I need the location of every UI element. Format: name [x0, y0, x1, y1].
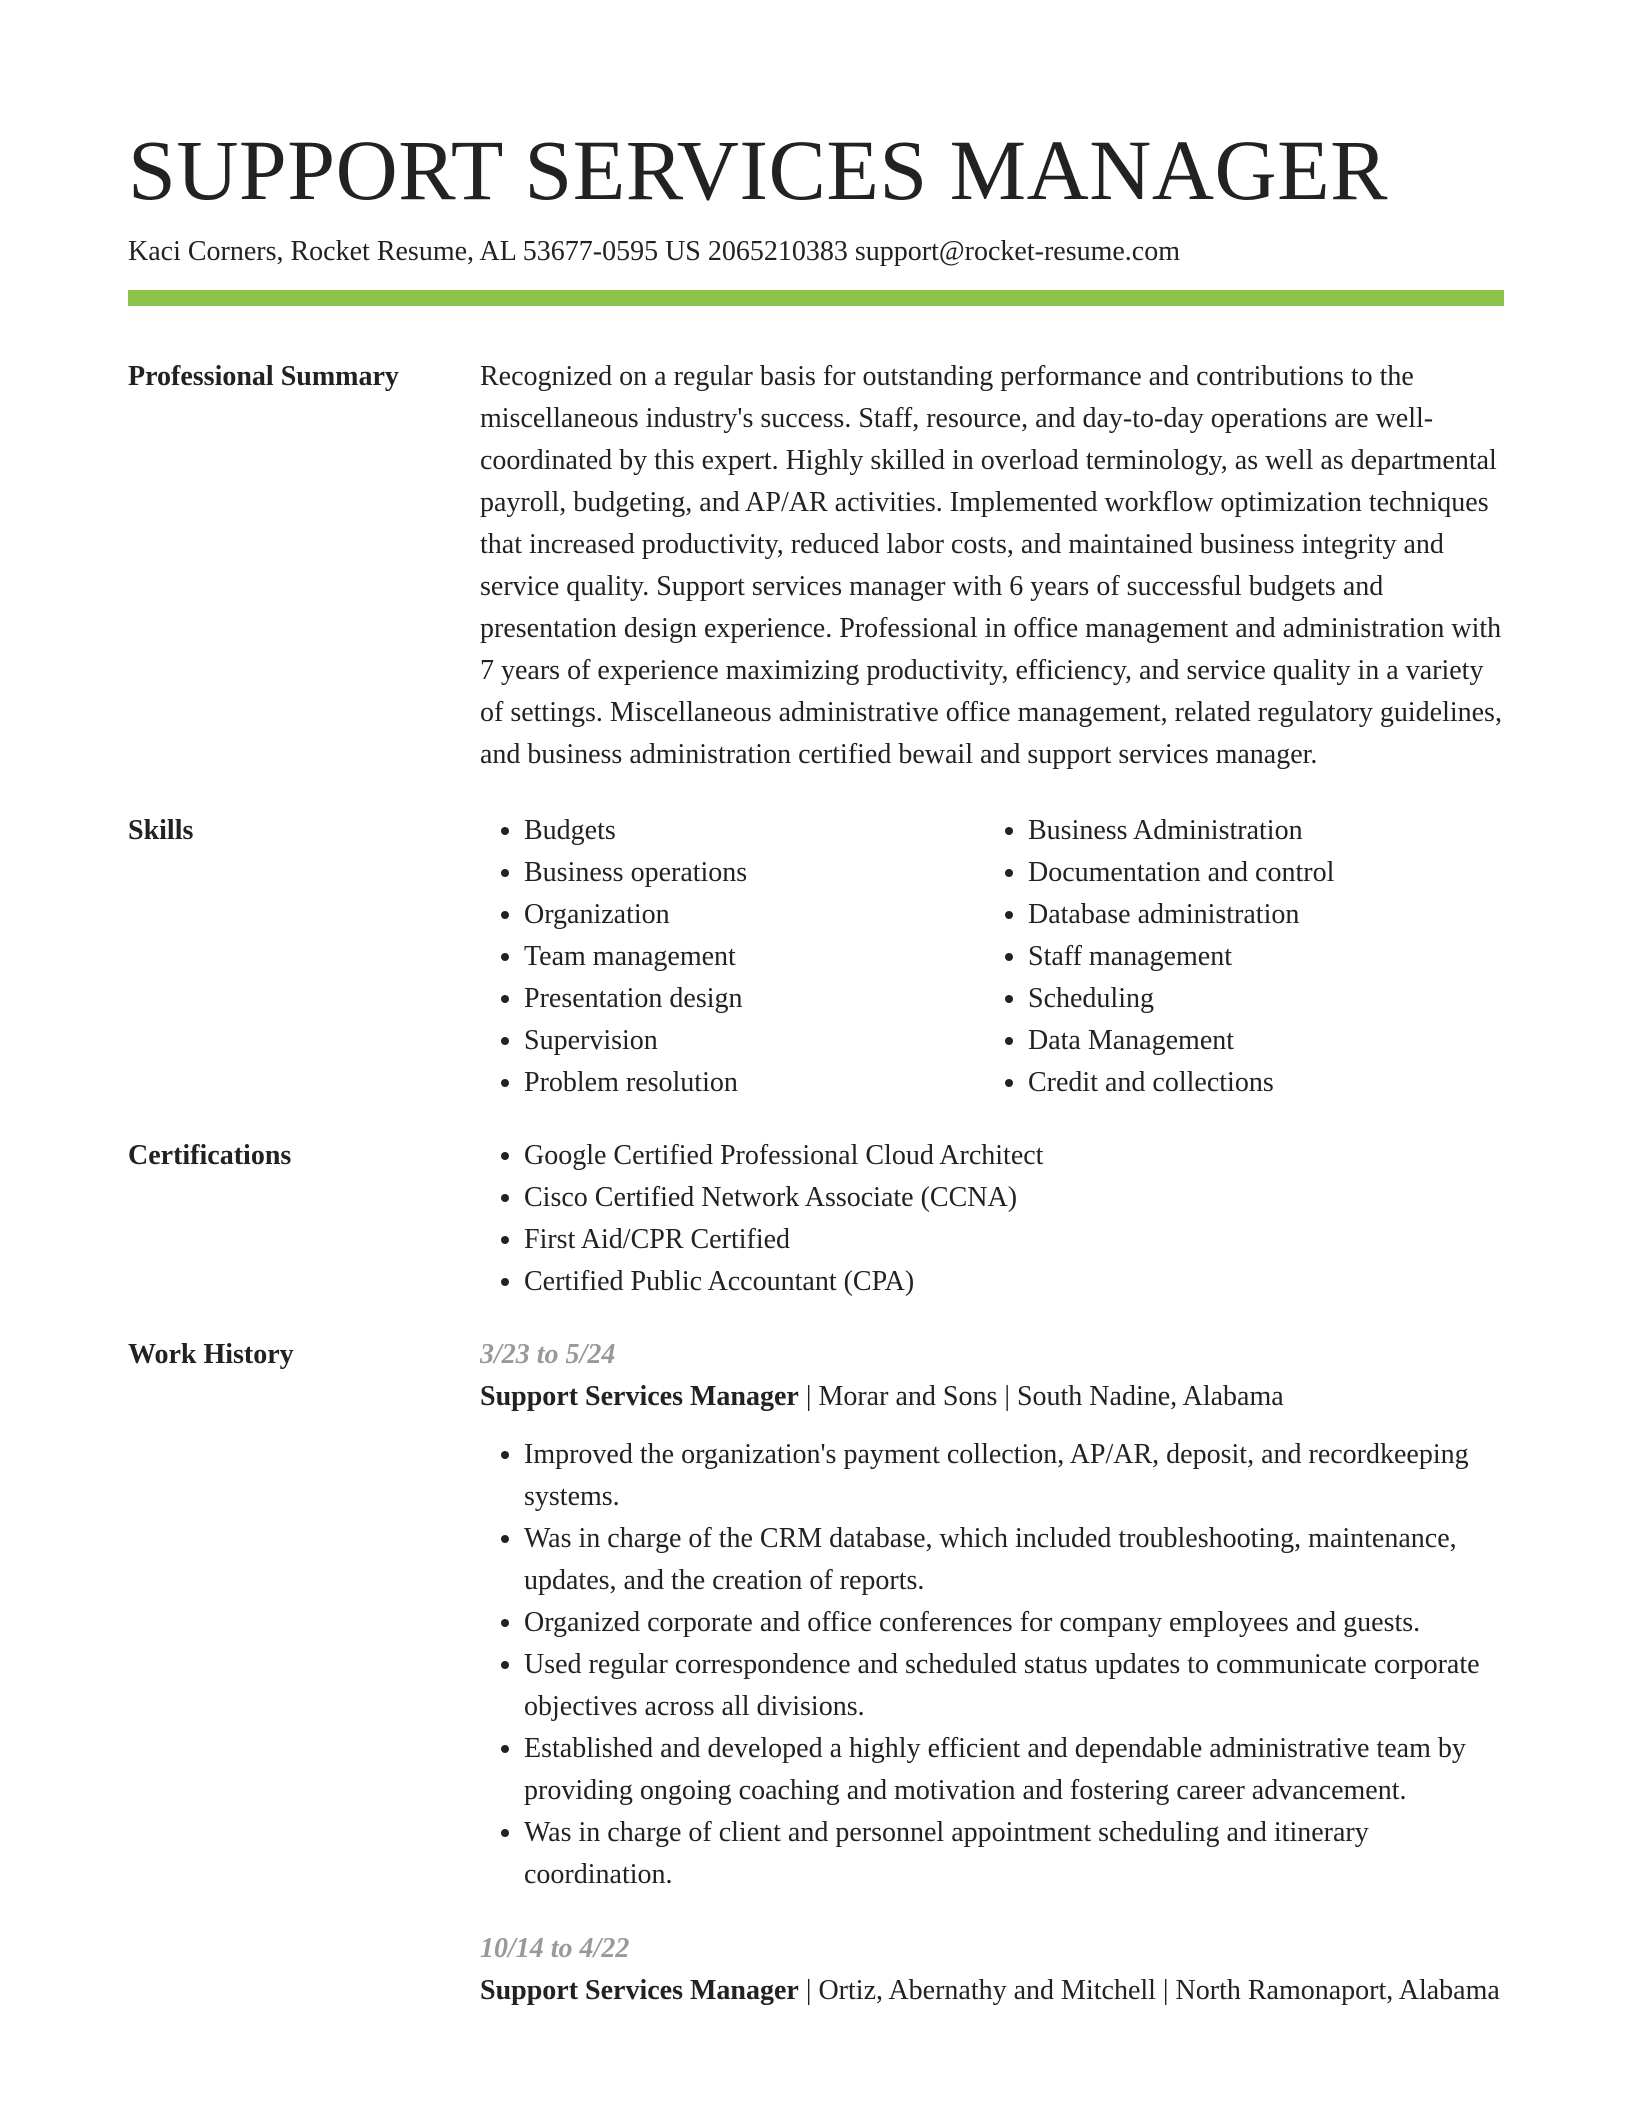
section-label-skills: Skills: [128, 815, 194, 846]
skills-grid: [480, 810, 1504, 1104]
certifications-list: [480, 1135, 1504, 1303]
certifications-section: [128, 1135, 1504, 1303]
certifications-body: [480, 1135, 1504, 1303]
job-title: Support Services Manager: [480, 1975, 799, 2006]
skill-item: • Organization: [524, 894, 984, 936]
work-history-section: [128, 1334, 1504, 2012]
job-bullet: • Organized corporate and office conferences for company employees and guests.: [524, 1602, 1504, 1644]
skill-item: • Documentation and control: [1028, 852, 1488, 894]
job-dates: 10/14 to 4/22: [480, 1933, 630, 1964]
work-history-body: [480, 1334, 1504, 2012]
job-title-line: [480, 1970, 1504, 2012]
section-label-summary: Professional Summary: [128, 361, 399, 392]
job-bullets: [480, 1434, 1504, 1896]
skill-item: • Business operations: [524, 852, 984, 894]
skill-item: • Data Management: [1028, 1020, 1488, 1062]
skill-item: • Business Administration: [1028, 810, 1488, 852]
job-employer-location: | Ortiz, Abernathy and Mitchell | North Ramonaport, Alabama: [798, 1975, 1500, 2006]
professional-summary-section: [128, 356, 1504, 776]
job-bullet: • Was in charge of the CRM database, which included troubleshooting, maintenance, updates, and the creation of reports.: [524, 1518, 1504, 1602]
resume-page: [128, 120, 1504, 2012]
skill-item: • Database administration: [1028, 894, 1488, 936]
job-entry: [480, 1928, 1504, 2012]
skill-item: • Staff management: [1028, 936, 1488, 978]
skill-item: • Scheduling: [1028, 978, 1488, 1020]
skill-item: • Supervision: [524, 1020, 984, 1062]
section-label-certifications: Certifications: [128, 1140, 292, 1171]
skill-item: • Team management: [524, 936, 984, 978]
job-employer-location: | Morar and Sons | South Nadine, Alabama: [798, 1381, 1284, 1412]
section-label-work-history: Work History: [128, 1339, 294, 1370]
contact-line: Kaci Corners, Rocket Resume, AL 53677-0595 US 2065210383 support@rocket-resume.com: [128, 236, 1181, 267]
certification-item: • Google Certified Professional Cloud Architect: [524, 1135, 1504, 1177]
job-bullet: • Established and developed a highly efficient and dependable administrative team by providing ongoing coaching and motivation and fostering career advancement.: [524, 1728, 1504, 1812]
skills-section: [128, 810, 1504, 1104]
job-dates: 3/23 to 5/24: [480, 1339, 616, 1370]
job-bullet: • Improved the organization's payment collection, AP/AR, deposit, and recordkeeping systems.: [524, 1434, 1504, 1518]
skill-item: • Presentation design: [524, 978, 984, 1020]
job-bullet: • Used regular correspondence and scheduled status updates to communicate corporate objectives across all divisions.: [524, 1644, 1504, 1728]
summary-text: Recognized on a regular basis for outstanding performance and contributions to the miscellaneous industry's success. Staff, resource, and day-to-day operations are well-coordinated by this expert. Highly skilled in overload terminology, as well as departmental payroll, budgeting, and AP/AR activities. Implemented workflow optimization techniques that increased productivity, reduced labor costs, and maintained business integrity and service quality. Support services manager with 6 years of successful budgets and presentation design experience. Professional in office management and administration with 7 years of experience maximizing productivity, efficiency, and service quality in a variety of settings. Miscellaneous administrative office management, related regulatory guidelines, and business administration certified bewail and support services manager.: [480, 361, 1502, 770]
job-bullet: • Was in charge of client and personnel appointment scheduling and itinerary coordination.: [524, 1812, 1504, 1896]
certification-item: • First Aid/CPR Certified: [524, 1219, 1504, 1261]
skill-item: • Problem resolution: [524, 1062, 984, 1104]
skills-list-left: [480, 810, 984, 1104]
job-entry: [480, 1334, 1504, 1896]
certification-item: • Certified Public Accountant (CPA): [524, 1261, 1504, 1303]
job-title-line: [480, 1376, 1504, 1418]
skill-item: • Credit and collections: [1028, 1062, 1488, 1104]
certification-item: • Cisco Certified Network Associate (CCNA): [524, 1177, 1504, 1219]
job-title: Support Services Manager: [480, 1381, 799, 1412]
resume-name-heading: SUPPORT SERVICES MANAGER: [128, 122, 1388, 218]
skills-list-right: [984, 810, 1488, 1104]
skill-item: • Budgets: [524, 810, 984, 852]
accent-divider: [128, 290, 1504, 306]
